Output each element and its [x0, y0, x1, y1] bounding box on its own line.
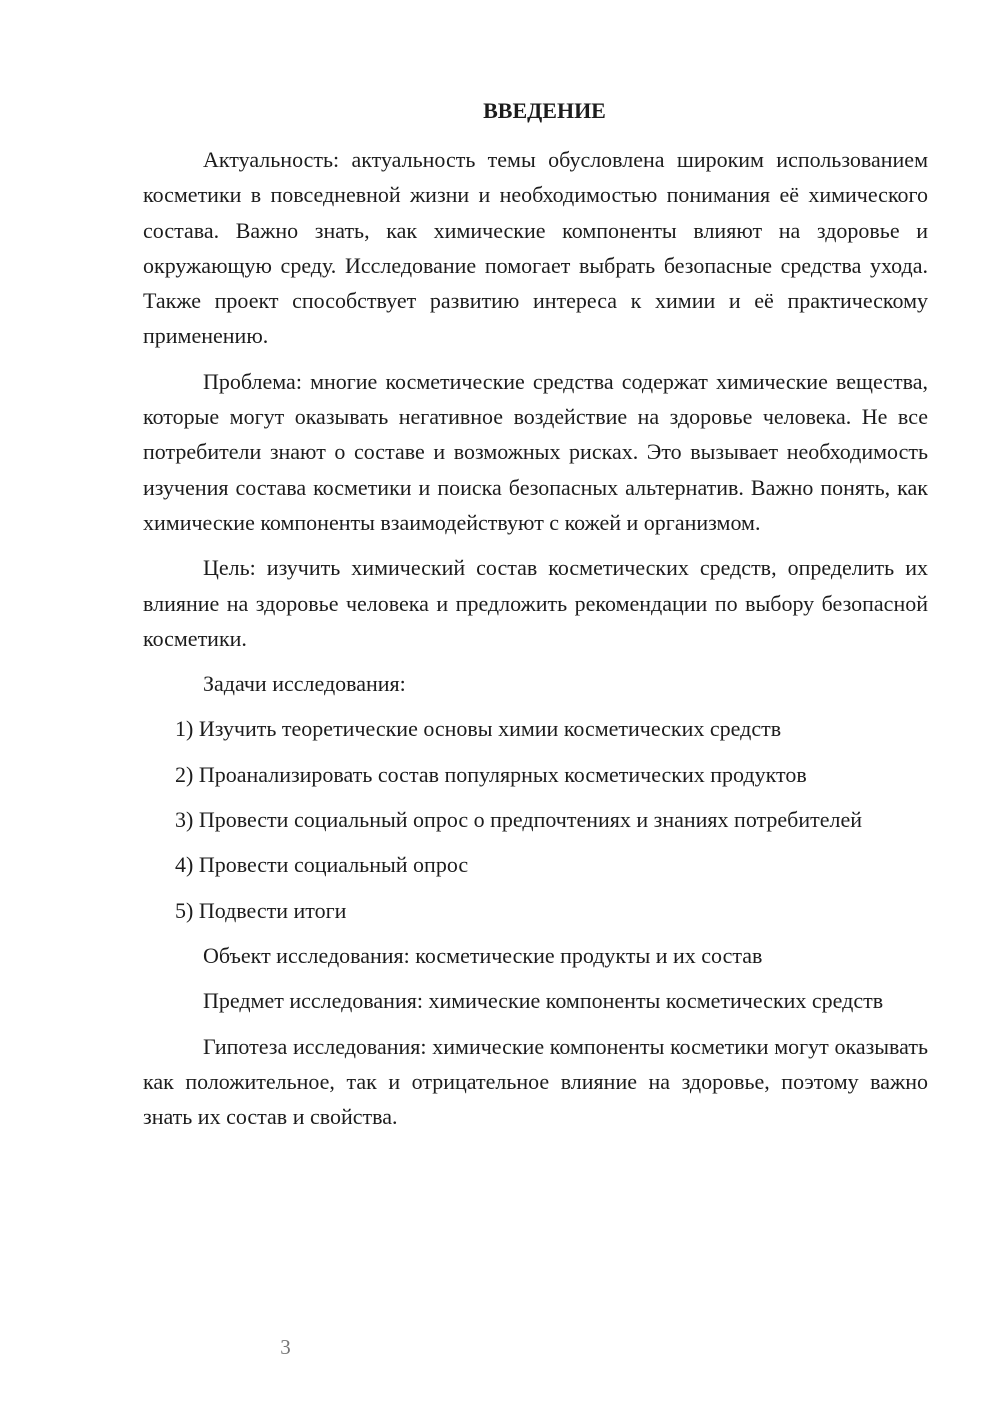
task-item: 1) Изучить теоретические основы химии косметических средств [175, 716, 782, 742]
subject-paragraph: Предмет исследования: химические компоненты косметических средств [203, 988, 884, 1014]
problem-paragraph: Проблема: многие косметические средства содержат химические вещества, которые могут оказывать негативное воздействие на здоровье человека. Не все потребители знают о составе и возможных рисках. Это вызывает необходимость изучения состава косметики и поиска безопасных альтернатив. Важно понять, как химические компоненты взаимодействуют с кожей и организмом. [143, 368, 928, 535]
object-paragraph: Объект исследования: косметические продукты и их состав [203, 942, 763, 968]
task-item: 5) Подвести итоги [175, 897, 347, 923]
hypothesis-paragraph: Гипотеза исследования: химические компоненты косметики могут оказывать как положительное, так и отрицательное влияние на здоровье, поэтому важно знать их состав и свойства. [143, 1033, 928, 1130]
section-title: ВВЕДЕНИЕ [483, 98, 606, 123]
document-page [143, 0, 928, 1414]
goal-paragraph: Цель: изучить химический состав косметических средств, определить их влияние на здоровье человека и предложить рекомендации по выбору безопасной косметики. [143, 555, 928, 651]
page-number-label: 3 [280, 1335, 291, 1359]
task-item: 4) Провести социальный опрос [175, 852, 469, 878]
document-body [143, 142, 928, 1134]
task-item: 3) Провести социальный опрос о предпочтениях и знаниях потребителей [175, 807, 863, 833]
task-item: 2) Проанализировать состав популярных косметических продуктов [175, 761, 807, 787]
tasks-heading: Задачи исследования: [203, 671, 406, 697]
page-number [143, 1334, 928, 1360]
tasks-list [143, 711, 928, 927]
relevance-paragraph: Актуальность: актуальность темы обусловлена широким использованием косметики в повседневной жизни и необходимостью понимания её химического состава. Важно знать, как химические компоненты влияют на здоровье и окружающую среду. Исследование помогает выбрать безопасные средства ухода. Также проект способствует развитию интереса к химии и её практическому применению. [143, 147, 928, 349]
